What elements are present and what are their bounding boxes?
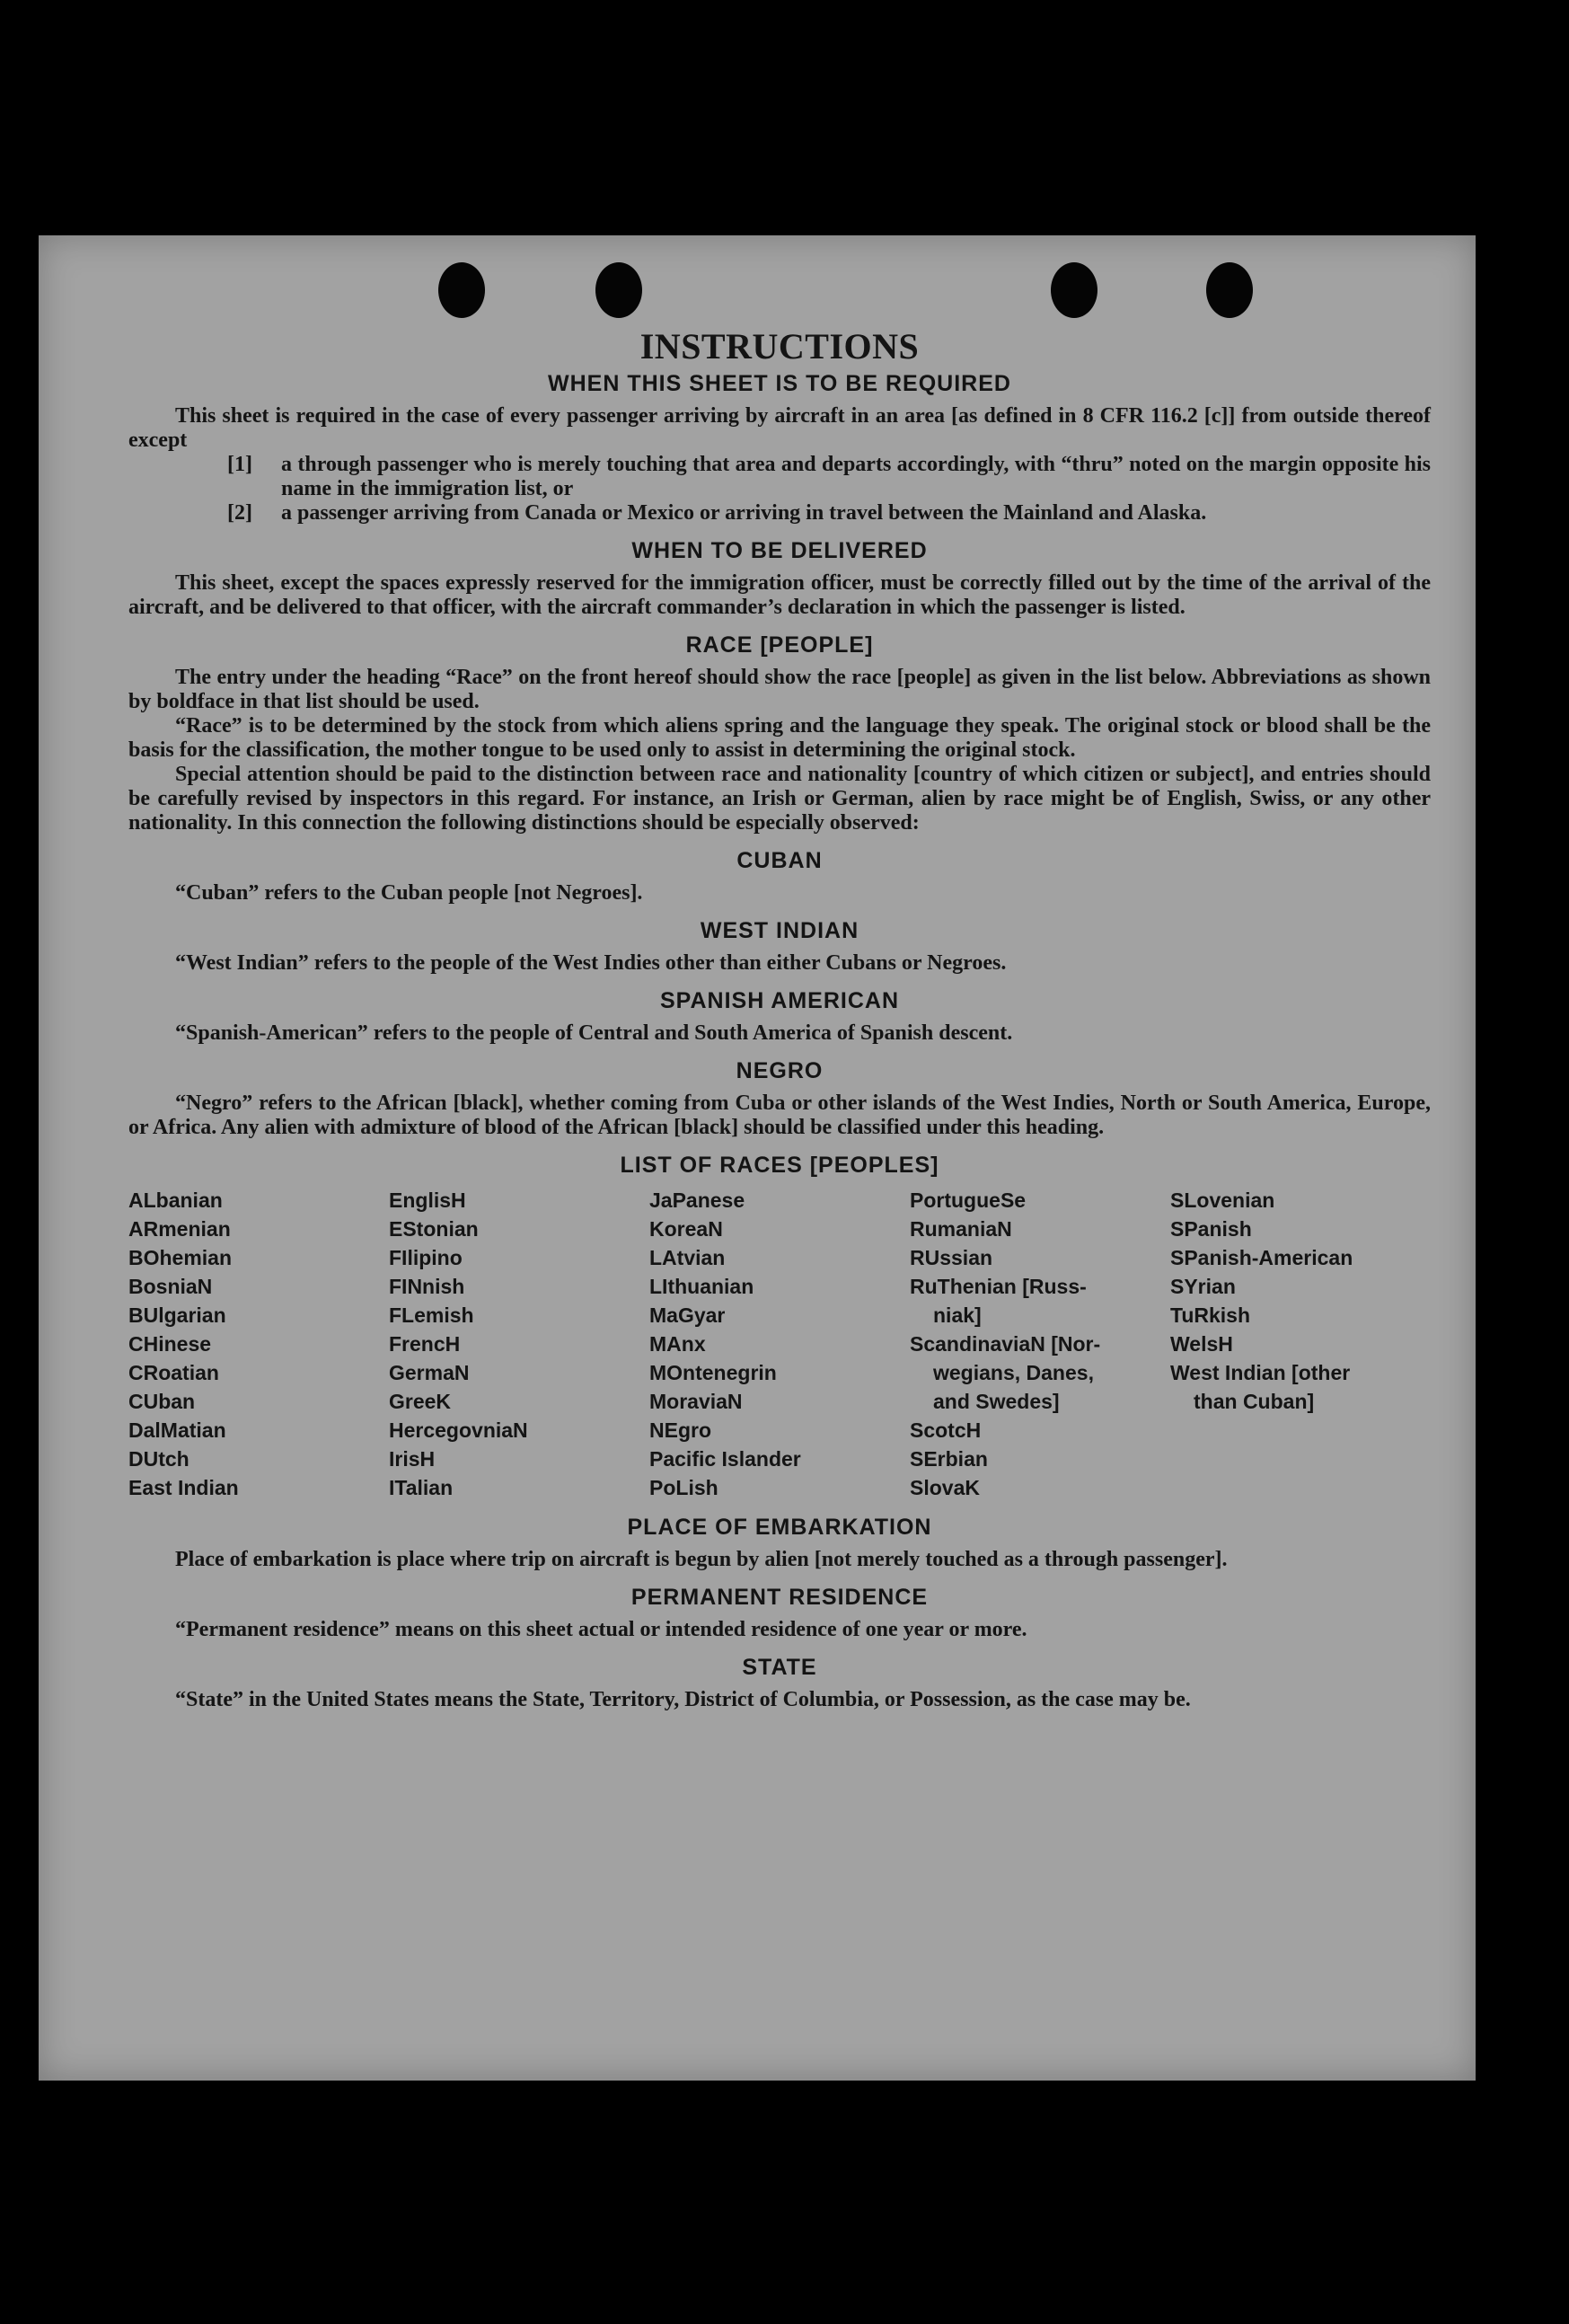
race-entry: MOntenegrin (649, 1361, 777, 1384)
races-list (128, 1186, 1431, 1502)
heading-cuban: CUBAN (736, 848, 823, 873)
exception-number: [2] (227, 501, 252, 525)
race-entry: FIlipino (389, 1246, 463, 1269)
race-entry: MAnx (649, 1332, 706, 1356)
race-entry: BosniaN (128, 1275, 213, 1298)
race-entry: LIthuanian (649, 1275, 754, 1298)
race-entry: PoLish (649, 1476, 718, 1499)
race-entry: SYrian (1170, 1275, 1236, 1298)
race-entry: GermaN (389, 1361, 470, 1384)
punch-hole (1051, 262, 1097, 318)
race-entry: SlovaK (910, 1476, 980, 1499)
race-entry-continued: wegians, Danes, (933, 1361, 1094, 1384)
race-entry: East Indian (128, 1476, 239, 1499)
west-indian-text: “West Indian” refers to the people of the West Indies other than either Cubans or Negroes. (175, 951, 1007, 975)
race-entry: TuRkish (1170, 1303, 1251, 1327)
race-entry: GreeK (389, 1390, 452, 1413)
punch-hole (438, 262, 485, 318)
race-entry: SPanish-American (1170, 1246, 1353, 1269)
race-entry: HercegovniaN (389, 1418, 528, 1442)
race-entry: BOhemian (128, 1246, 233, 1269)
race-entry: EnglisH (389, 1189, 466, 1212)
race-entry: NEgro (649, 1418, 711, 1442)
race-entry: CHinese (128, 1332, 212, 1356)
race-entry: MoraviaN (649, 1390, 743, 1413)
embarkation-text: Place of embarkation is place where trip on aircraft is begun by alien [not merely touched as a through passenger]. (175, 1548, 1228, 1571)
heading-spanish-american: SPANISH AMERICAN (659, 988, 899, 1013)
race-entry: JaPanese (649, 1189, 745, 1212)
exception-text: a through passenger who is merely touching that area and departs accordingly, with “thru” noted on the margin opposite his name in the immigration list, or (281, 453, 1431, 500)
instructions-content (128, 325, 1431, 1712)
race-entry: EStonian (389, 1217, 479, 1241)
race-entry: ScotcH (910, 1418, 982, 1442)
heading-state: STATE (742, 1655, 817, 1680)
heading-west-indian: WEST INDIAN (700, 918, 859, 943)
race-entry: BUlgarian (128, 1303, 226, 1327)
race-entry-continued: and Swedes] (933, 1390, 1060, 1413)
cuban-text: “Cuban” refers to the Cuban people [not Negroes]. (175, 881, 643, 905)
residence-text: “Permanent residence” means on this sheet actual or intended residence of one year or more. (175, 1618, 1027, 1641)
race-entry: RuThenian [Russ- (910, 1275, 1087, 1298)
race-entry-continued: than Cuban] (1194, 1390, 1315, 1413)
race-entry: ALbanian (128, 1189, 223, 1212)
races-column-5 (1170, 1186, 1431, 1502)
race-entry: LAtvian (649, 1246, 726, 1269)
document-sheet (39, 235, 1476, 2081)
heading-when-delivered: WHEN TO BE DELIVERED (631, 538, 928, 563)
race-entry: WelsH (1170, 1332, 1233, 1356)
spanish-american-text: “Spanish-American” refers to the people of Central and South America of Spanish descent. (175, 1021, 1013, 1045)
state-text: “State” in the United States means the State, Territory, District of Columbia, or Possession, as the case may be. (175, 1688, 1191, 1711)
race-entry: IrisH (389, 1447, 436, 1471)
races-column-4 (910, 1186, 1170, 1502)
negro-text: “Negro” refers to the African [black], whether coming from Cuba or other islands of the West Indies, North or South America, Europe, or Africa. Any alien with admixture of blood of the African [black] should be classified under this heading. (128, 1091, 1431, 1139)
when-required-text: This sheet is required in the case of every passenger arriving by aircraft in an area [as defined in 8 CFR 116.2 [c]] from outside thereof except (128, 404, 1431, 452)
race-entry: West Indian [other (1170, 1361, 1351, 1384)
race-entry: CUban (128, 1390, 196, 1413)
exception-item (128, 501, 1431, 526)
races-column-1 (128, 1186, 389, 1502)
race-entry-continued: niak] (933, 1303, 982, 1327)
races-column-3 (649, 1186, 910, 1502)
race-entry: ScandinaviaN [Nor- (910, 1332, 1101, 1356)
race-entry: RUssian (910, 1246, 993, 1269)
race-entry: CRoatian (128, 1361, 219, 1384)
race-paragraph-2: “Race” is to be determined by the stock from which aliens spring and the language they speak. The original stock or blood shall be the basis for the classification, the mother tongue to be used only to assist in determining the original stock. (128, 714, 1431, 762)
race-paragraph-1: The entry under the heading “Race” on the front hereof should show the race [people] as given in the list below. Abbreviations as shown by boldface in that list should be used. (128, 666, 1431, 713)
race-entry: DUtch (128, 1447, 190, 1471)
race-entry: SLovenian (1170, 1189, 1275, 1212)
punch-hole (595, 262, 642, 318)
race-entry: SPanish (1170, 1217, 1252, 1241)
race-entry: SErbian (910, 1447, 988, 1471)
race-entry: ARmenian (128, 1217, 231, 1241)
race-entry: FINnish (389, 1275, 465, 1298)
race-entry: ITalian (389, 1476, 454, 1499)
races-column-2 (389, 1186, 649, 1502)
exception-item (128, 453, 1431, 501)
when-delivered-text: This sheet, except the spaces expressly reserved for the immigration officer, must be correctly filled out by the time of the arrival of the aircraft, and be delivered to that officer, with the aircraft commander’s declaration in which the passenger is listed. (128, 571, 1431, 619)
race-entry: DalMatian (128, 1418, 226, 1442)
heading-list-of-races: LIST OF RACES [PEOPLES] (620, 1153, 939, 1178)
heading-race: RACE [PEOPLE] (685, 632, 874, 658)
race-entry: FrencH (389, 1332, 461, 1356)
race-entry: PortugueSe (910, 1189, 1027, 1212)
punch-hole (1206, 262, 1253, 318)
heading-embarkation: PLACE OF EMBARKATION (627, 1515, 932, 1540)
page-title: INSTRUCTIONS (639, 326, 920, 367)
heading-permanent-residence: PERMANENT RESIDENCE (630, 1585, 929, 1610)
exception-text: a passenger arriving from Canada or Mexico or arriving in travel between the Mainland and Alaska. (281, 501, 1207, 525)
race-entry: FLemish (389, 1303, 474, 1327)
race-entry: RumaniaN (910, 1217, 1012, 1241)
heading-when-required: WHEN THIS SHEET IS TO BE REQUIRED (548, 371, 1011, 396)
race-entry: MaGyar (649, 1303, 726, 1327)
heading-negro: NEGRO (736, 1058, 824, 1083)
race-entry: KoreaN (649, 1217, 723, 1241)
race-entry: Pacific Islander (649, 1447, 801, 1471)
race-paragraph-3: Special attention should be paid to the distinction between race and nationality [country of which citizen or subject], and entries should be carefully revised by inspectors in this regard. For instance, an Irish or German, alien by race might be of English, Swiss, or any other nationality. In this connection the following distinctions should be especially observed: (128, 763, 1431, 835)
exception-number: [1] (227, 453, 252, 476)
